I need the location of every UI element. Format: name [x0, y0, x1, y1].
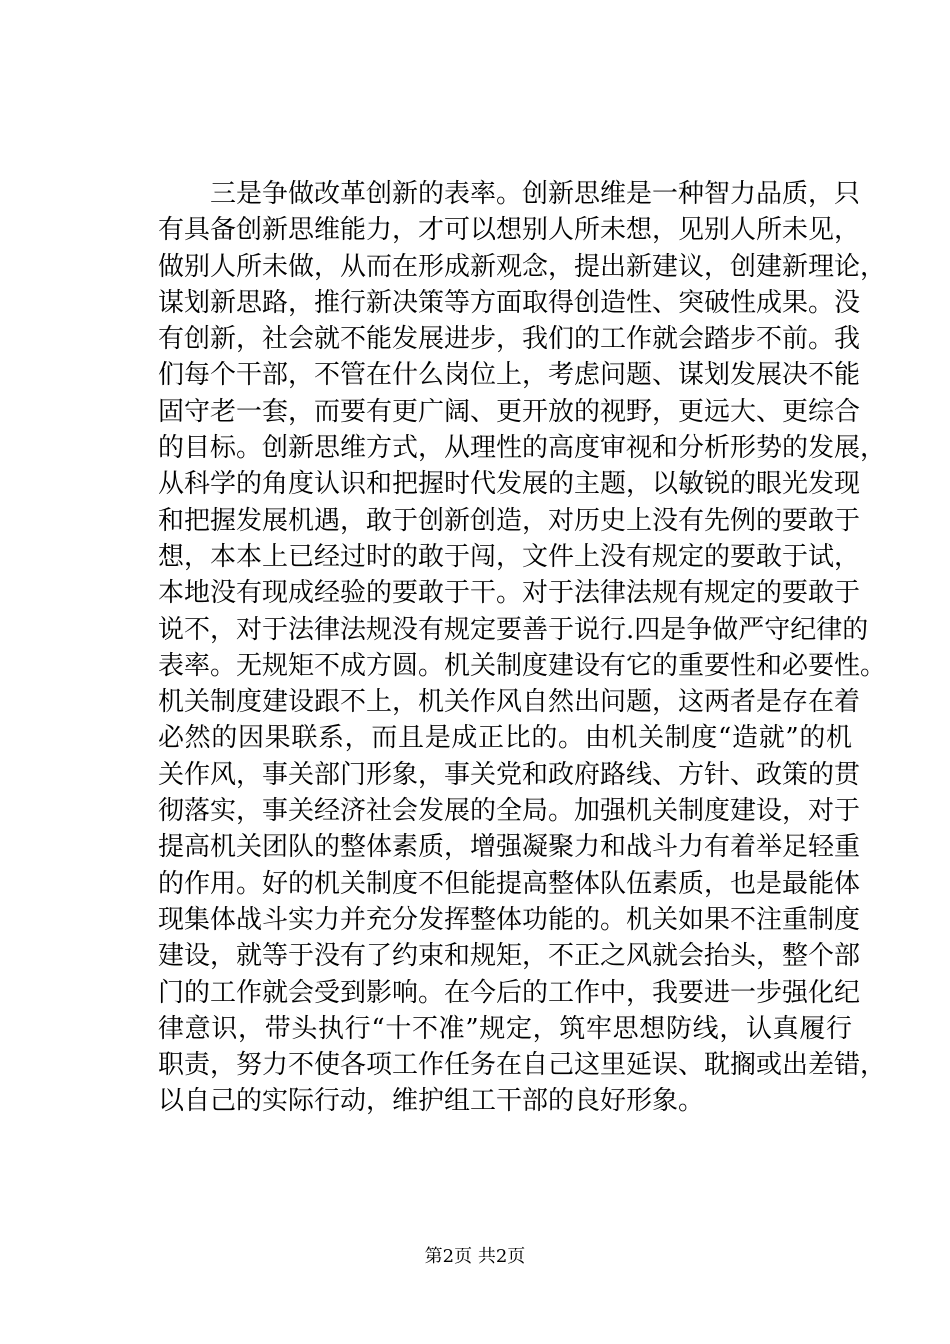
text-line: 想，本本上已经过时的敢于闯，文件上没有规定的要敢于试， [158, 541, 861, 572]
text-line: 律意识，带头执行“十不准”规定，筑牢思想防线，认真履行 [158, 1013, 852, 1044]
text-line: 彻落实，事关经济社会发展的全局。加强机关制度建设，对于 [158, 796, 861, 827]
text-line: 说不，对于法律法规没有规定要善于说行.四是争做严守纪律的 [158, 614, 869, 645]
text-line: 本地没有现成经验的要敢于干。对于法律法规有规定的要敢于 [158, 578, 861, 609]
text-line: 三是争做改革创新的表率。创新思维是一种智力品质，只 [158, 179, 861, 209]
text-line: 的目标。创新思维方式，从理性的高度审视和分析形势的发展， [158, 433, 887, 464]
text-line: 机关制度建设跟不上，机关作风自然出问题，这两者是存在着 [158, 687, 861, 718]
text-line: 门的工作就会受到影响。在今后的工作中，我要进一步强化纪 [158, 977, 861, 1008]
text-line: 必然的因果联系，而且是成正比的。由机关制度“造就”的机 [158, 723, 852, 754]
text-line: 提高机关团队的整体素质，增强凝聚力和战斗力有着举足轻重 [158, 832, 861, 863]
text-line: 建设，就等于没有了约束和规矩，不正之风就会抬头，整个部 [158, 941, 861, 972]
text-line: 从科学的角度认识和把握时代发展的主题，以敏锐的眼光发现 [158, 469, 861, 500]
page-footer [0, 1245, 950, 1269]
text-line: 做别人所未做，从而在形成新观念，提出新建议，创建新理论， [158, 251, 887, 282]
text-line: 的作用。好的机关制度不但能提高整体队伍素质，也是最能体 [158, 868, 861, 899]
page-number: 第2页 共2页 [424, 1246, 526, 1267]
text-line: 有具备创新思维能力，才可以想别人所未想，见别人所未见， [158, 215, 861, 246]
text-line: 关作风，事关部门形象，事关党和政府路线、方针、政策的贯 [158, 759, 861, 790]
text-line: 职责，努力不使各项工作任务在自己这里延误、耽搁或出差错， [158, 1050, 887, 1081]
body-paragraph [158, 176, 887, 1120]
text-line: 们每个干部，不管在什么岗位上，考虑问题、谋划发展决不能 [158, 360, 861, 391]
text-line: 现集体战斗实力并充分发挥整体功能的。机关如果不注重制度 [158, 904, 861, 935]
text-line: 有创新，社会就不能发展进步，我们的工作就会踏步不前。我 [158, 324, 861, 355]
text-line: 表率。无规矩不成方圆。机关制度建设有它的重要性和必要性。 [158, 650, 887, 681]
text-line: 以自己的实际行动，维护组工干部的良好形象。 [158, 1086, 705, 1117]
text-line: 固守老一套，而要有更广阔、更开放的视野，更远大、更综合 [158, 396, 861, 427]
text-line: 和把握发展机遇，敢于创新创造，对历史上没有先例的要敢于 [158, 505, 861, 536]
text-line: 谋划新思路，推行新决策等方面取得创造性、突破性成果。没 [158, 287, 861, 318]
